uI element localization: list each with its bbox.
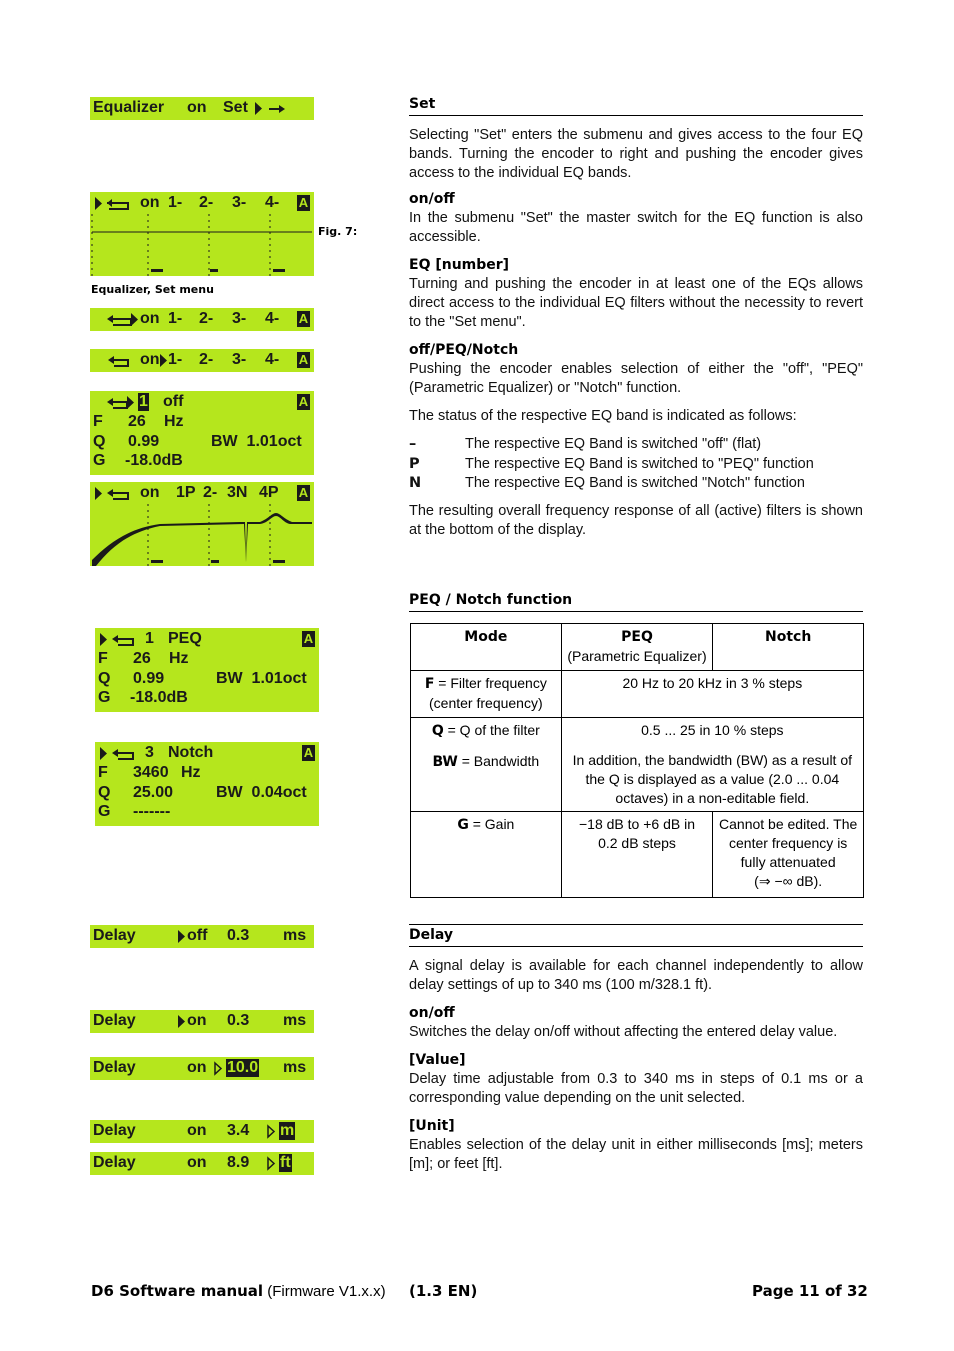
figure-subcaption: Equalizer, Set menu [91, 283, 214, 296]
lcd-label: Equalizer [93, 99, 165, 116]
heading-eq-number: EQ [number] [409, 257, 510, 273]
cursor-arrow-icon [255, 102, 287, 115]
status-symbol: N [409, 475, 422, 491]
cursor-icon [178, 930, 186, 943]
q-label: Q [93, 433, 106, 450]
footer-version: (1.3 EN) [409, 1282, 478, 1300]
footer-page: Page 11 of 32 [752, 1282, 868, 1300]
delay-label: Delay [93, 1012, 136, 1029]
delay-intro: A signal delay is available for each channel independently to allow delay settings of up to 340 ms (100 m/328.1 ft). [409, 958, 863, 993]
lcd-set: Set [223, 99, 248, 116]
eq-band-1: 1- [168, 351, 183, 368]
lcd-notch [95, 742, 319, 826]
gain-value: -18.0dB [130, 689, 188, 706]
lcd-delay-value [90, 1057, 314, 1080]
lcd-band-off [90, 391, 314, 475]
delay-state: on [187, 1154, 207, 1171]
lcd-eq-number-1 [90, 308, 314, 331]
delay-value: 8.9 [227, 1154, 250, 1171]
eq-band-3: 3- [232, 194, 247, 211]
eq-band-3: 3- [232, 310, 247, 327]
delay-label: Delay [93, 1154, 136, 1171]
lcd-delay-feet [90, 1152, 314, 1175]
back-icon [108, 353, 132, 368]
freq-unit: Hz [169, 650, 189, 667]
cursor-outline-icon [267, 1125, 275, 1138]
delay-state: off [187, 927, 208, 944]
lcd-delay-meters [90, 1120, 314, 1143]
delay-value: 3.4 [227, 1122, 250, 1139]
eq-band-1: 1- [168, 310, 183, 327]
section-title-delay: Delay [409, 927, 863, 947]
eq-band-2: 2- [199, 351, 214, 368]
band-mode: Notch [168, 744, 214, 761]
delay-state: on [187, 1122, 207, 1139]
heading-delay-on-off: on/off [409, 1005, 455, 1021]
lcd-peq [95, 628, 319, 712]
section-title-peq-notch: PEQ / Notch function [409, 592, 863, 612]
set-intro: Selecting "Set" enters the submenu and gives access to the four EQ bands. Turning the encoder to right and pushing the encoder gives access to the individual EQ bands. [409, 127, 863, 181]
eq-band-4: 4- [265, 194, 280, 211]
status-text: The respective EQ Band is switched "Notch" function [465, 475, 805, 491]
eq-band-2: 2- [199, 194, 214, 211]
q-value: 25.00 [133, 784, 174, 801]
gain-label: G [93, 452, 106, 469]
freq-label: F [93, 413, 103, 430]
eq-band-3: 3- [232, 351, 247, 368]
band-mode: off [163, 393, 184, 410]
bandwidth-value: BW 0.04oct [216, 784, 307, 801]
row-frequency-value: 20 Hz to 20 kHz in 3 % steps [561, 671, 863, 718]
row-q-value: 0.5 ... 25 in 10 % steps In addition, the bandwidth (BW) as a result of the Q is displayed as a value (2.0 ... 0.04 octaves) in a non-editable field. [561, 718, 863, 812]
footer-title: D6 Software manual (Firmware V1.x.x) [91, 1282, 386, 1300]
header-peq: PEQ (Parametric Equalizer) [561, 624, 713, 671]
eq-band-3: 3N [227, 484, 248, 501]
row-gain-label: G = Gain [411, 812, 562, 898]
band-number: 3 [145, 744, 154, 761]
back-icon [100, 632, 136, 647]
eq-number-text: Turning and pushing the encoder in at least one of the EQs allows direct access to the individual EQ filters without the necessity to revert to the "Set menu". [409, 276, 863, 330]
lcd-eq-set-menu [90, 192, 314, 276]
eq-band-4: 4P [259, 484, 279, 501]
delay-value-text: Delay time adjustable from 0.3 to 340 ms in steps of 0.1 ms or a corresponding value depending on the unit selected. [409, 1071, 863, 1106]
channel-indicator: A [298, 195, 309, 210]
freq-unit: Hz [181, 764, 201, 781]
gain-label: G [98, 689, 111, 706]
channel-indicator: A [303, 745, 314, 760]
row-frequency-label: F = Filter frequency (center frequency) [411, 671, 562, 718]
row-q-label: Q = Q of the filter BW = Bandwidth [411, 718, 562, 812]
eq-band-1: 1P [176, 484, 196, 501]
delay-unit: ms [283, 1059, 307, 1076]
figure-caption: Fig. 7: [318, 225, 358, 238]
q-value: 0.99 [133, 670, 165, 687]
q-label: Q [98, 670, 111, 687]
q-label: Q [98, 784, 111, 801]
delay-unit-text: Enables selection of the delay unit in either milliseconds [ms]; meters [m]; or feet [ft]. [409, 1137, 863, 1172]
status-intro: The status of the respective EQ band is indicated as follows: [409, 408, 797, 424]
lcd-state: on [187, 99, 207, 116]
band-number: 1 [145, 630, 154, 647]
delay-on-off-text: Switches the delay on/off without affecting the entered delay value. [409, 1024, 838, 1040]
result-text: The resulting overall frequency response of all (active) filters is shown at the bottom of the display. [409, 503, 863, 538]
channel-indicator: A [298, 485, 309, 500]
gain-label: G [98, 803, 111, 820]
heading-unit: [Unit] [409, 1118, 455, 1134]
delay-unit: ft [280, 1154, 291, 1171]
freq-unit: Hz [164, 413, 184, 430]
channel-indicator: A [298, 352, 309, 367]
eq-band-2: 2- [199, 310, 214, 327]
cursor-icon [160, 354, 168, 367]
status-text: The respective EQ Band is switched to "PEQ" function [465, 456, 814, 472]
status-text: The respective EQ Band is switched "off" (flat) [465, 436, 762, 452]
eq-band-1: 1- [168, 194, 183, 211]
lcd-state: on [140, 194, 160, 211]
lcd-eq-response [90, 482, 314, 566]
lcd-equalizer-set [90, 97, 314, 120]
lcd-eq-number-2 [90, 349, 314, 372]
delay-value: 0.3 [227, 1012, 250, 1029]
band-number: 1 [139, 393, 148, 410]
delay-value: 10.0 [227, 1059, 259, 1076]
header-mode: Mode [411, 624, 562, 671]
gain-value: -18.0dB [125, 452, 183, 469]
lcd-state: on [140, 310, 160, 327]
freq-label: F [98, 764, 108, 781]
eq-band-4: 4- [265, 310, 280, 327]
cursor-outline-icon [267, 1157, 275, 1170]
header-notch: Notch [713, 624, 864, 671]
gain-value: ------- [133, 803, 171, 820]
delay-label: Delay [93, 1122, 136, 1139]
bandwidth-value: BW 1.01oct [216, 670, 307, 687]
row-gain-notch: Cannot be edited. The center frequency is fully attenuated (⇒ −∞ dB). [713, 812, 864, 898]
on-off-text: In the submenu "Set" the master switch for the EQ function is also accessible. [409, 210, 863, 245]
channel-indicator: A [298, 394, 309, 409]
status-symbol: – [409, 436, 417, 452]
section-title-set: Set [409, 96, 863, 116]
lcd-delay-off [90, 925, 314, 948]
cursor-icon [178, 1015, 186, 1028]
delay-label: Delay [93, 1059, 136, 1076]
back-icon [100, 746, 136, 761]
divider [409, 924, 863, 925]
frequency-graph [90, 192, 314, 276]
frequency-response-graph [90, 482, 314, 566]
lcd-delay-on [90, 1010, 314, 1033]
heading-on-off: on/off [409, 191, 455, 207]
channel-indicator: A [303, 631, 314, 646]
freq-value: 26 [133, 650, 151, 667]
status-symbol: P [409, 456, 420, 472]
lcd-state: on [140, 484, 160, 501]
band-mode: PEQ [168, 630, 202, 647]
heading-value: [Value] [409, 1052, 466, 1068]
row-gain-peq: −18 dB to +6 dB in 0.2 dB steps [561, 812, 713, 898]
back-icon [107, 312, 137, 327]
eq-band-4: 4- [265, 351, 280, 368]
delay-unit: ms [283, 1012, 307, 1029]
heading-off-peq-notch: off/PEQ/Notch [409, 342, 519, 358]
cursor-outline-icon [214, 1062, 222, 1075]
delay-label: Delay [93, 927, 136, 944]
freq-label: F [98, 650, 108, 667]
channel-indicator: A [298, 311, 309, 326]
delay-unit: ms [283, 927, 307, 944]
eq-band-2: 2- [203, 484, 218, 501]
delay-state: on [187, 1059, 207, 1076]
off-peq-notch-text: Pushing the encoder enables selection of either the "off", "PEQ" (Parametric Equalizer) or "Notch" function. [409, 361, 863, 396]
back-icon [107, 395, 135, 410]
lcd-state: on [140, 351, 160, 368]
bandwidth-value: BW 1.01oct [211, 433, 302, 450]
freq-value: 3460 [133, 764, 169, 781]
freq-value: 26 [128, 413, 146, 430]
delay-unit: m [280, 1122, 295, 1139]
q-value: 0.99 [128, 433, 160, 450]
delay-value: 0.3 [227, 927, 250, 944]
peq-notch-table [410, 623, 864, 898]
delay-state: on [187, 1012, 207, 1029]
